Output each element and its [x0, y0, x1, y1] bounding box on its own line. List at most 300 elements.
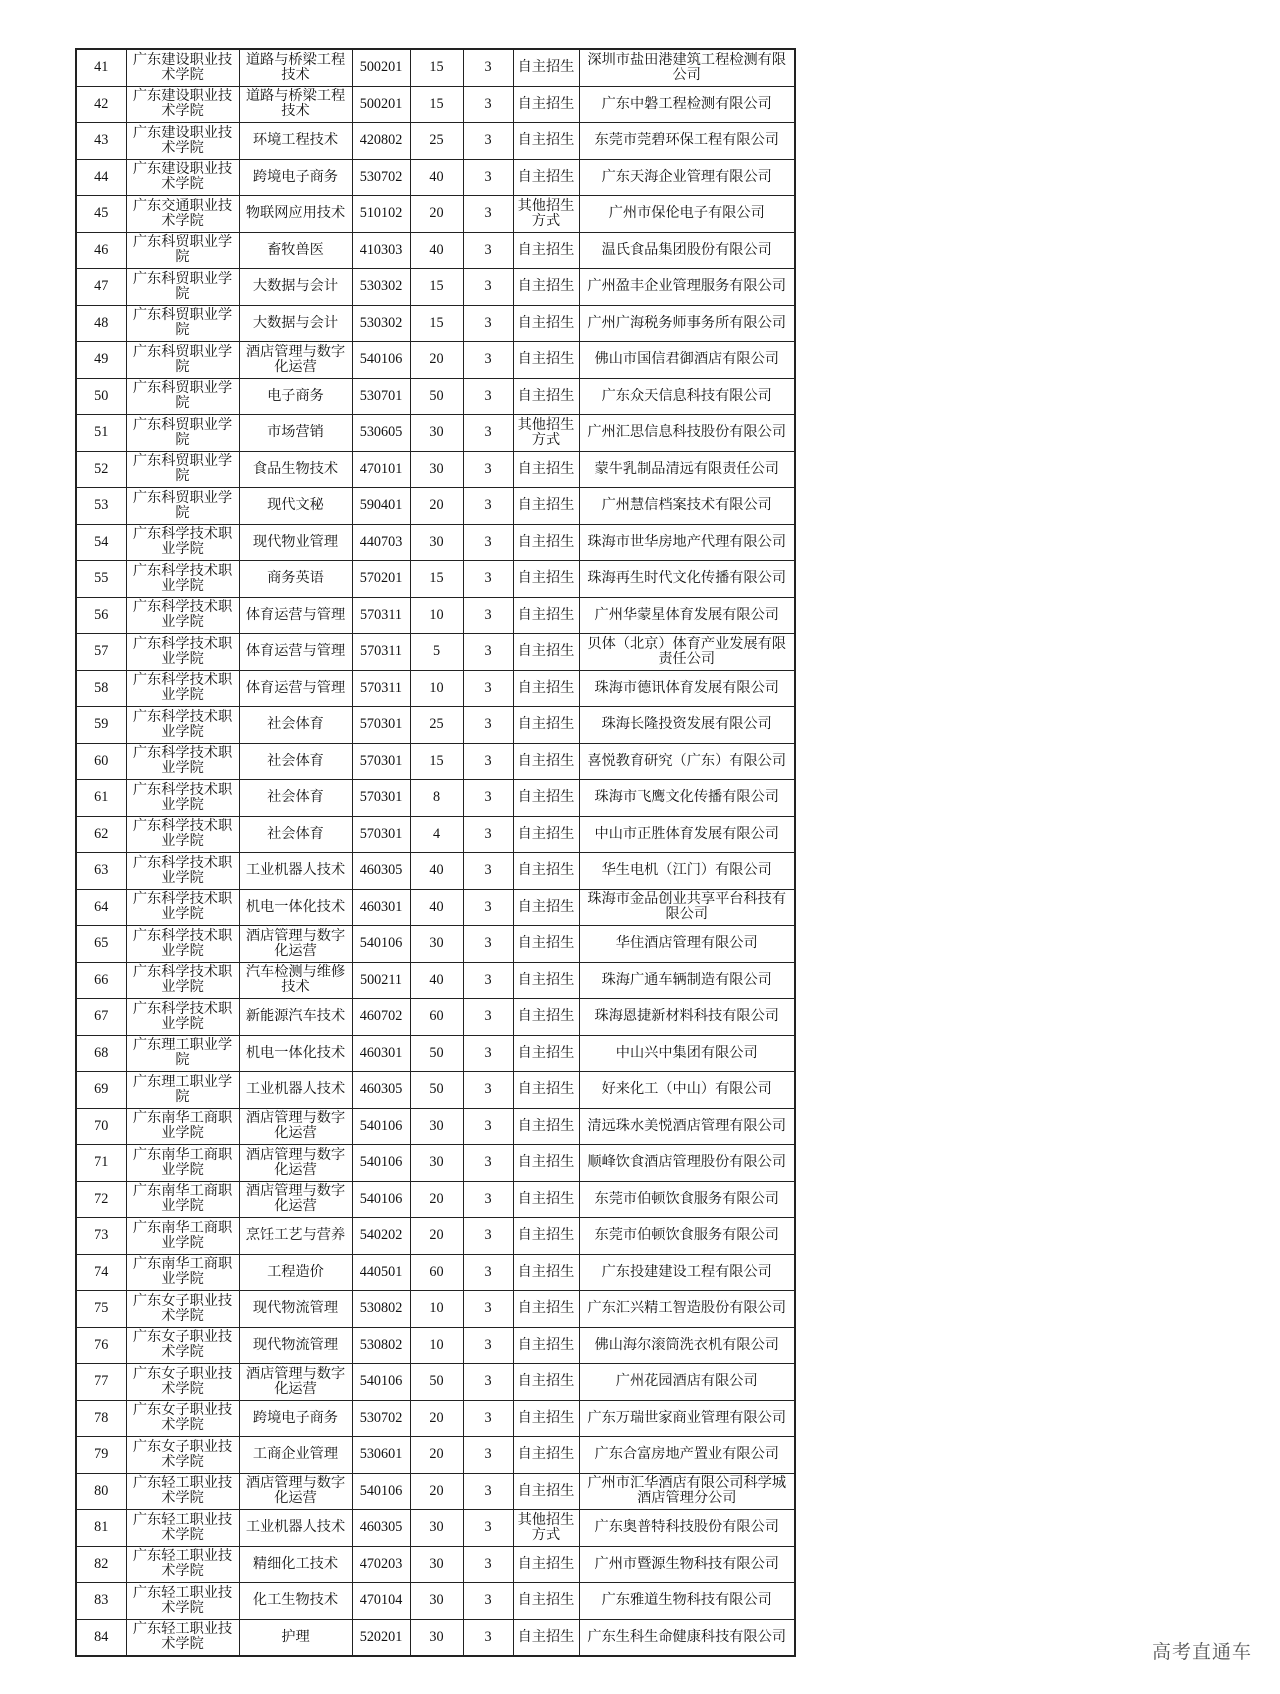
major-code: 590401 — [352, 488, 410, 525]
study-years: 3 — [463, 1583, 513, 1620]
major-code: 440501 — [352, 1254, 410, 1291]
row-number: 50 — [76, 378, 126, 415]
enrollment-count: 15 — [410, 86, 463, 123]
major-name: 机电一体化技术 — [239, 1035, 352, 1072]
admission-method: 其他招生方式 — [513, 415, 579, 452]
row-number: 81 — [76, 1510, 126, 1547]
admission-method: 自主招生 — [513, 1108, 579, 1145]
enrollment-count: 5 — [410, 634, 463, 671]
study-years: 3 — [463, 889, 513, 926]
study-years: 3 — [463, 743, 513, 780]
major-name: 物联网应用技术 — [239, 196, 352, 233]
partner-company: 珠海恩捷新材料科技有限公司 — [579, 999, 795, 1036]
row-number: 52 — [76, 451, 126, 488]
table-row — [76, 1145, 795, 1182]
major-code: 530605 — [352, 415, 410, 452]
study-years: 3 — [463, 342, 513, 379]
major-name: 工程造价 — [239, 1254, 352, 1291]
major-code: 540106 — [352, 1364, 410, 1401]
partner-company: 深圳市盐田港建筑工程检测有限公司 — [579, 49, 795, 86]
major-name: 大数据与会计 — [239, 305, 352, 342]
partner-company: 东莞市伯顿饮食服务有限公司 — [579, 1181, 795, 1218]
row-number: 80 — [76, 1473, 126, 1510]
school-name: 广东科学技术职业学院 — [126, 889, 239, 926]
school-name: 广东南华工商职业学院 — [126, 1145, 239, 1182]
partner-company: 喜悦教育研究（广东）有限公司 — [579, 743, 795, 780]
school-name: 广东南华工商职业学院 — [126, 1218, 239, 1255]
study-years: 3 — [463, 1364, 513, 1401]
enrollment-count: 8 — [410, 780, 463, 817]
table-row — [76, 889, 795, 926]
school-name: 广东轻工职业技术学院 — [126, 1510, 239, 1547]
row-number: 54 — [76, 524, 126, 561]
school-name: 广东科贸职业学院 — [126, 451, 239, 488]
enrollment-count: 40 — [410, 232, 463, 269]
table-row — [76, 1254, 795, 1291]
school-name: 广东科学技术职业学院 — [126, 670, 239, 707]
school-name: 广东科学技术职业学院 — [126, 780, 239, 817]
enrollment-count: 30 — [410, 926, 463, 963]
row-number: 49 — [76, 342, 126, 379]
study-years: 3 — [463, 816, 513, 853]
admission-method: 自主招生 — [513, 816, 579, 853]
partner-company: 佛山市国信君御酒店有限公司 — [579, 342, 795, 379]
partner-company: 广州市暨源生物科技有限公司 — [579, 1546, 795, 1583]
partner-company: 广东雅道生物科技有限公司 — [579, 1583, 795, 1620]
partner-company: 清远珠水美悦酒店管理有限公司 — [579, 1108, 795, 1145]
study-years: 3 — [463, 49, 513, 86]
major-name: 体育运营与管理 — [239, 597, 352, 634]
enrollment-count: 30 — [410, 1546, 463, 1583]
table-row — [76, 196, 795, 233]
row-number: 44 — [76, 159, 126, 196]
row-number: 57 — [76, 634, 126, 671]
school-name: 广东南华工商职业学院 — [126, 1181, 239, 1218]
partner-company: 东莞市伯顿饮食服务有限公司 — [579, 1218, 795, 1255]
row-number: 43 — [76, 123, 126, 160]
major-code: 500201 — [352, 49, 410, 86]
table-row — [76, 305, 795, 342]
table-row — [76, 1510, 795, 1547]
enrollment-count: 20 — [410, 488, 463, 525]
table-row — [76, 378, 795, 415]
row-number: 74 — [76, 1254, 126, 1291]
enrollment-count: 25 — [410, 707, 463, 744]
enrollment-count: 40 — [410, 962, 463, 999]
table-row — [76, 1218, 795, 1255]
enrollment-count: 15 — [410, 305, 463, 342]
partner-company: 广东汇兴精工智造股份有限公司 — [579, 1291, 795, 1328]
admission-method: 自主招生 — [513, 86, 579, 123]
table-row — [76, 1108, 795, 1145]
major-code: 470203 — [352, 1546, 410, 1583]
enrollment-count: 60 — [410, 1254, 463, 1291]
enrollment-count: 50 — [410, 1072, 463, 1109]
study-years: 3 — [463, 1291, 513, 1328]
partner-company: 广东万瑞世家商业管理有限公司 — [579, 1400, 795, 1437]
major-name: 社会体育 — [239, 780, 352, 817]
admission-method: 其他招生方式 — [513, 1510, 579, 1547]
school-name: 广东科贸职业学院 — [126, 342, 239, 379]
enrollment-count: 20 — [410, 1181, 463, 1218]
school-name: 广东交通职业技术学院 — [126, 196, 239, 233]
admission-method: 自主招生 — [513, 1400, 579, 1437]
major-code: 460301 — [352, 889, 410, 926]
row-number: 64 — [76, 889, 126, 926]
study-years: 3 — [463, 305, 513, 342]
major-code: 460305 — [352, 1072, 410, 1109]
major-code: 570301 — [352, 707, 410, 744]
enrollment-count: 40 — [410, 159, 463, 196]
admission-method: 自主招生 — [513, 889, 579, 926]
table-row — [76, 232, 795, 269]
major-code: 460305 — [352, 1510, 410, 1547]
school-name: 广东女子职业技术学院 — [126, 1364, 239, 1401]
school-name: 广东女子职业技术学院 — [126, 1291, 239, 1328]
admission-method: 自主招生 — [513, 1035, 579, 1072]
row-number: 69 — [76, 1072, 126, 1109]
row-number: 55 — [76, 561, 126, 598]
row-number: 72 — [76, 1181, 126, 1218]
partner-company: 顺峰饮食酒店管理股份有限公司 — [579, 1145, 795, 1182]
school-name: 广东轻工职业技术学院 — [126, 1583, 239, 1620]
study-years: 3 — [463, 123, 513, 160]
school-name: 广东建设职业技术学院 — [126, 123, 239, 160]
admission-method: 自主招生 — [513, 49, 579, 86]
admission-method: 自主招生 — [513, 743, 579, 780]
major-code: 460301 — [352, 1035, 410, 1072]
admission-method: 自主招生 — [513, 1583, 579, 1620]
major-name: 工商企业管理 — [239, 1437, 352, 1474]
study-years: 3 — [463, 561, 513, 598]
table-row — [76, 342, 795, 379]
major-name: 体育运营与管理 — [239, 670, 352, 707]
school-name: 广东理工职业学院 — [126, 1035, 239, 1072]
school-name: 广东轻工职业技术学院 — [126, 1619, 239, 1656]
major-code: 540106 — [352, 1181, 410, 1218]
study-years: 3 — [463, 1437, 513, 1474]
admission-method: 自主招生 — [513, 1473, 579, 1510]
major-name: 烹饪工艺与营养 — [239, 1218, 352, 1255]
row-number: 70 — [76, 1108, 126, 1145]
partner-company: 中山市正胜体育发展有限公司 — [579, 816, 795, 853]
enrollment-count: 15 — [410, 743, 463, 780]
admission-method: 自主招生 — [513, 1254, 579, 1291]
table-row — [76, 962, 795, 999]
enrollment-count: 20 — [410, 196, 463, 233]
partner-company: 珠海广通车辆制造有限公司 — [579, 962, 795, 999]
major-name: 食品生物技术 — [239, 451, 352, 488]
major-name: 工业机器人技术 — [239, 1072, 352, 1109]
major-code: 520201 — [352, 1619, 410, 1656]
school-name: 广东科学技术职业学院 — [126, 597, 239, 634]
major-code: 530702 — [352, 159, 410, 196]
school-name: 广东南华工商职业学院 — [126, 1108, 239, 1145]
row-number: 73 — [76, 1218, 126, 1255]
major-name: 畜牧兽医 — [239, 232, 352, 269]
admission-method: 自主招生 — [513, 597, 579, 634]
admission-method: 自主招生 — [513, 1546, 579, 1583]
table-row — [76, 86, 795, 123]
enrollment-count: 20 — [410, 1473, 463, 1510]
major-code: 540202 — [352, 1218, 410, 1255]
enrollment-table — [75, 48, 796, 1657]
major-code: 530702 — [352, 1400, 410, 1437]
table-row — [76, 1291, 795, 1328]
study-years: 3 — [463, 1619, 513, 1656]
table-row — [76, 670, 795, 707]
major-code: 540106 — [352, 1108, 410, 1145]
school-name: 广东女子职业技术学院 — [126, 1437, 239, 1474]
table-row — [76, 49, 795, 86]
enrollment-count: 50 — [410, 1035, 463, 1072]
major-name: 道路与桥梁工程技术 — [239, 86, 352, 123]
partner-company: 广州市保伦电子有限公司 — [579, 196, 795, 233]
table-row — [76, 1035, 795, 1072]
major-code: 530302 — [352, 305, 410, 342]
enrollment-count: 50 — [410, 378, 463, 415]
admission-method: 自主招生 — [513, 1327, 579, 1364]
enrollment-count: 40 — [410, 889, 463, 926]
table-row — [76, 1473, 795, 1510]
study-years: 3 — [463, 1108, 513, 1145]
major-code: 530701 — [352, 378, 410, 415]
table-row — [76, 1364, 795, 1401]
row-number: 58 — [76, 670, 126, 707]
school-name: 广东科学技术职业学院 — [126, 816, 239, 853]
table-row — [76, 123, 795, 160]
enrollment-count: 30 — [410, 1108, 463, 1145]
study-years: 3 — [463, 1400, 513, 1437]
row-number: 71 — [76, 1145, 126, 1182]
school-name: 广东科学技术职业学院 — [126, 524, 239, 561]
row-number: 67 — [76, 999, 126, 1036]
major-name: 现代物流管理 — [239, 1327, 352, 1364]
row-number: 66 — [76, 962, 126, 999]
major-name: 酒店管理与数字化运营 — [239, 1181, 352, 1218]
school-name: 广东科学技术职业学院 — [126, 999, 239, 1036]
watermark-text: 高考直通车 — [1151, 1641, 1252, 1663]
admission-method: 其他招生方式 — [513, 196, 579, 233]
table-row — [76, 853, 795, 890]
row-number: 42 — [76, 86, 126, 123]
study-years: 3 — [463, 962, 513, 999]
study-years: 3 — [463, 1546, 513, 1583]
partner-company: 广州市汇华酒店有限公司科学城酒店管理分公司 — [579, 1473, 795, 1510]
major-name: 商务英语 — [239, 561, 352, 598]
row-number: 77 — [76, 1364, 126, 1401]
school-name: 广东建设职业技术学院 — [126, 159, 239, 196]
enrollment-count: 10 — [410, 1327, 463, 1364]
school-name: 广东科学技术职业学院 — [126, 707, 239, 744]
major-name: 社会体育 — [239, 707, 352, 744]
table-row — [76, 999, 795, 1036]
study-years: 3 — [463, 232, 513, 269]
partner-company: 广州盈丰企业管理服务有限公司 — [579, 269, 795, 306]
study-years: 3 — [463, 1145, 513, 1182]
enrollment-count: 20 — [410, 342, 463, 379]
school-name: 广东科学技术职业学院 — [126, 853, 239, 890]
enrollment-count: 25 — [410, 123, 463, 160]
table-row — [76, 780, 795, 817]
table-row — [76, 159, 795, 196]
row-number: 78 — [76, 1400, 126, 1437]
partner-company: 珠海长隆投资发展有限公司 — [579, 707, 795, 744]
table-row — [76, 1437, 795, 1474]
study-years: 3 — [463, 488, 513, 525]
study-years: 3 — [463, 269, 513, 306]
partner-company: 中山兴中集团有限公司 — [579, 1035, 795, 1072]
major-code: 460702 — [352, 999, 410, 1036]
major-code: 570311 — [352, 597, 410, 634]
admission-method: 自主招生 — [513, 1145, 579, 1182]
admission-method: 自主招生 — [513, 780, 579, 817]
admission-method: 自主招生 — [513, 1619, 579, 1656]
table-row — [76, 415, 795, 452]
enrollment-count: 20 — [410, 1400, 463, 1437]
table-row — [76, 743, 795, 780]
study-years: 3 — [463, 159, 513, 196]
major-code: 570311 — [352, 670, 410, 707]
partner-company: 珠海市德讯体育发展有限公司 — [579, 670, 795, 707]
admission-method: 自主招生 — [513, 342, 579, 379]
major-code: 530802 — [352, 1291, 410, 1328]
major-name: 新能源汽车技术 — [239, 999, 352, 1036]
major-code: 460305 — [352, 853, 410, 890]
admission-method: 自主招生 — [513, 1072, 579, 1109]
partner-company: 珠海市金品创业共享平台科技有限公司 — [579, 889, 795, 926]
major-code: 420802 — [352, 123, 410, 160]
row-number: 65 — [76, 926, 126, 963]
table-row — [76, 1546, 795, 1583]
school-name: 广东科学技术职业学院 — [126, 561, 239, 598]
row-number: 59 — [76, 707, 126, 744]
row-number: 84 — [76, 1619, 126, 1656]
enrollment-count: 50 — [410, 1364, 463, 1401]
partner-company: 广东投建建设工程有限公司 — [579, 1254, 795, 1291]
row-number: 82 — [76, 1546, 126, 1583]
row-number: 47 — [76, 269, 126, 306]
study-years: 3 — [463, 1254, 513, 1291]
major-name: 酒店管理与数字化运营 — [239, 1108, 352, 1145]
table-row — [76, 524, 795, 561]
admission-method: 自主招生 — [513, 853, 579, 890]
major-name: 现代物业管理 — [239, 524, 352, 561]
major-name: 道路与桥梁工程技术 — [239, 49, 352, 86]
admission-method: 自主招生 — [513, 1181, 579, 1218]
row-number: 75 — [76, 1291, 126, 1328]
row-number: 61 — [76, 780, 126, 817]
study-years: 3 — [463, 999, 513, 1036]
row-number: 51 — [76, 415, 126, 452]
enrollment-count: 40 — [410, 853, 463, 890]
school-name: 广东科学技术职业学院 — [126, 962, 239, 999]
major-name: 社会体育 — [239, 816, 352, 853]
table-row — [76, 269, 795, 306]
study-years: 3 — [463, 926, 513, 963]
major-name: 酒店管理与数字化运营 — [239, 926, 352, 963]
partner-company: 温氏食品集团股份有限公司 — [579, 232, 795, 269]
partner-company: 广东众天信息科技有限公司 — [579, 378, 795, 415]
enrollment-count: 30 — [410, 1583, 463, 1620]
admission-method: 自主招生 — [513, 232, 579, 269]
partner-company: 华生电机（江门）有限公司 — [579, 853, 795, 890]
study-years: 3 — [463, 634, 513, 671]
study-years: 3 — [463, 1218, 513, 1255]
major-code: 540106 — [352, 1473, 410, 1510]
school-name: 广东科学技术职业学院 — [126, 743, 239, 780]
partner-company: 华住酒店管理有限公司 — [579, 926, 795, 963]
partner-company: 广东合富房地产置业有限公司 — [579, 1437, 795, 1474]
table-row — [76, 1400, 795, 1437]
major-name: 环境工程技术 — [239, 123, 352, 160]
major-name: 现代物流管理 — [239, 1291, 352, 1328]
major-code: 530802 — [352, 1327, 410, 1364]
admission-method: 自主招生 — [513, 634, 579, 671]
row-number: 68 — [76, 1035, 126, 1072]
admission-method: 自主招生 — [513, 451, 579, 488]
study-years: 3 — [463, 86, 513, 123]
school-name: 广东南华工商职业学院 — [126, 1254, 239, 1291]
admission-method: 自主招生 — [513, 999, 579, 1036]
admission-method: 自主招生 — [513, 159, 579, 196]
admission-method: 自主招生 — [513, 269, 579, 306]
school-name: 广东建设职业技术学院 — [126, 49, 239, 86]
study-years: 3 — [463, 378, 513, 415]
row-number: 62 — [76, 816, 126, 853]
admission-method: 自主招生 — [513, 926, 579, 963]
school-name: 广东科贸职业学院 — [126, 415, 239, 452]
enrollment-count: 15 — [410, 561, 463, 598]
partner-company: 广州汇思信息科技股份有限公司 — [579, 415, 795, 452]
major-code: 470104 — [352, 1583, 410, 1620]
major-code: 440703 — [352, 524, 410, 561]
admission-method: 自主招生 — [513, 305, 579, 342]
table-row — [76, 451, 795, 488]
table-row — [76, 1327, 795, 1364]
enrollment-count: 15 — [410, 269, 463, 306]
study-years: 3 — [463, 670, 513, 707]
table-row — [76, 1583, 795, 1620]
major-code: 410303 — [352, 232, 410, 269]
school-name: 广东建设职业技术学院 — [126, 86, 239, 123]
study-years: 3 — [463, 1510, 513, 1547]
study-years: 3 — [463, 780, 513, 817]
major-code: 530302 — [352, 269, 410, 306]
major-name: 市场营销 — [239, 415, 352, 452]
major-name: 现代文秘 — [239, 488, 352, 525]
school-name: 广东科学技术职业学院 — [126, 634, 239, 671]
enrollment-count: 10 — [410, 1291, 463, 1328]
enrollment-count: 10 — [410, 670, 463, 707]
partner-company: 广州花园酒店有限公司 — [579, 1364, 795, 1401]
partner-company: 广州慧信档案技术有限公司 — [579, 488, 795, 525]
school-name: 广东轻工职业技术学院 — [126, 1473, 239, 1510]
school-name: 广东科贸职业学院 — [126, 269, 239, 306]
enrollment-count: 30 — [410, 524, 463, 561]
table-row — [76, 816, 795, 853]
enrollment-count: 20 — [410, 1437, 463, 1474]
admission-method: 自主招生 — [513, 1291, 579, 1328]
partner-company: 珠海再生时代文化传播有限公司 — [579, 561, 795, 598]
study-years: 3 — [463, 597, 513, 634]
major-code: 540106 — [352, 926, 410, 963]
row-number: 63 — [76, 853, 126, 890]
major-name: 电子商务 — [239, 378, 352, 415]
admission-method: 自主招生 — [513, 524, 579, 561]
school-name: 广东科学技术职业学院 — [126, 926, 239, 963]
school-name: 广东轻工职业技术学院 — [126, 1546, 239, 1583]
